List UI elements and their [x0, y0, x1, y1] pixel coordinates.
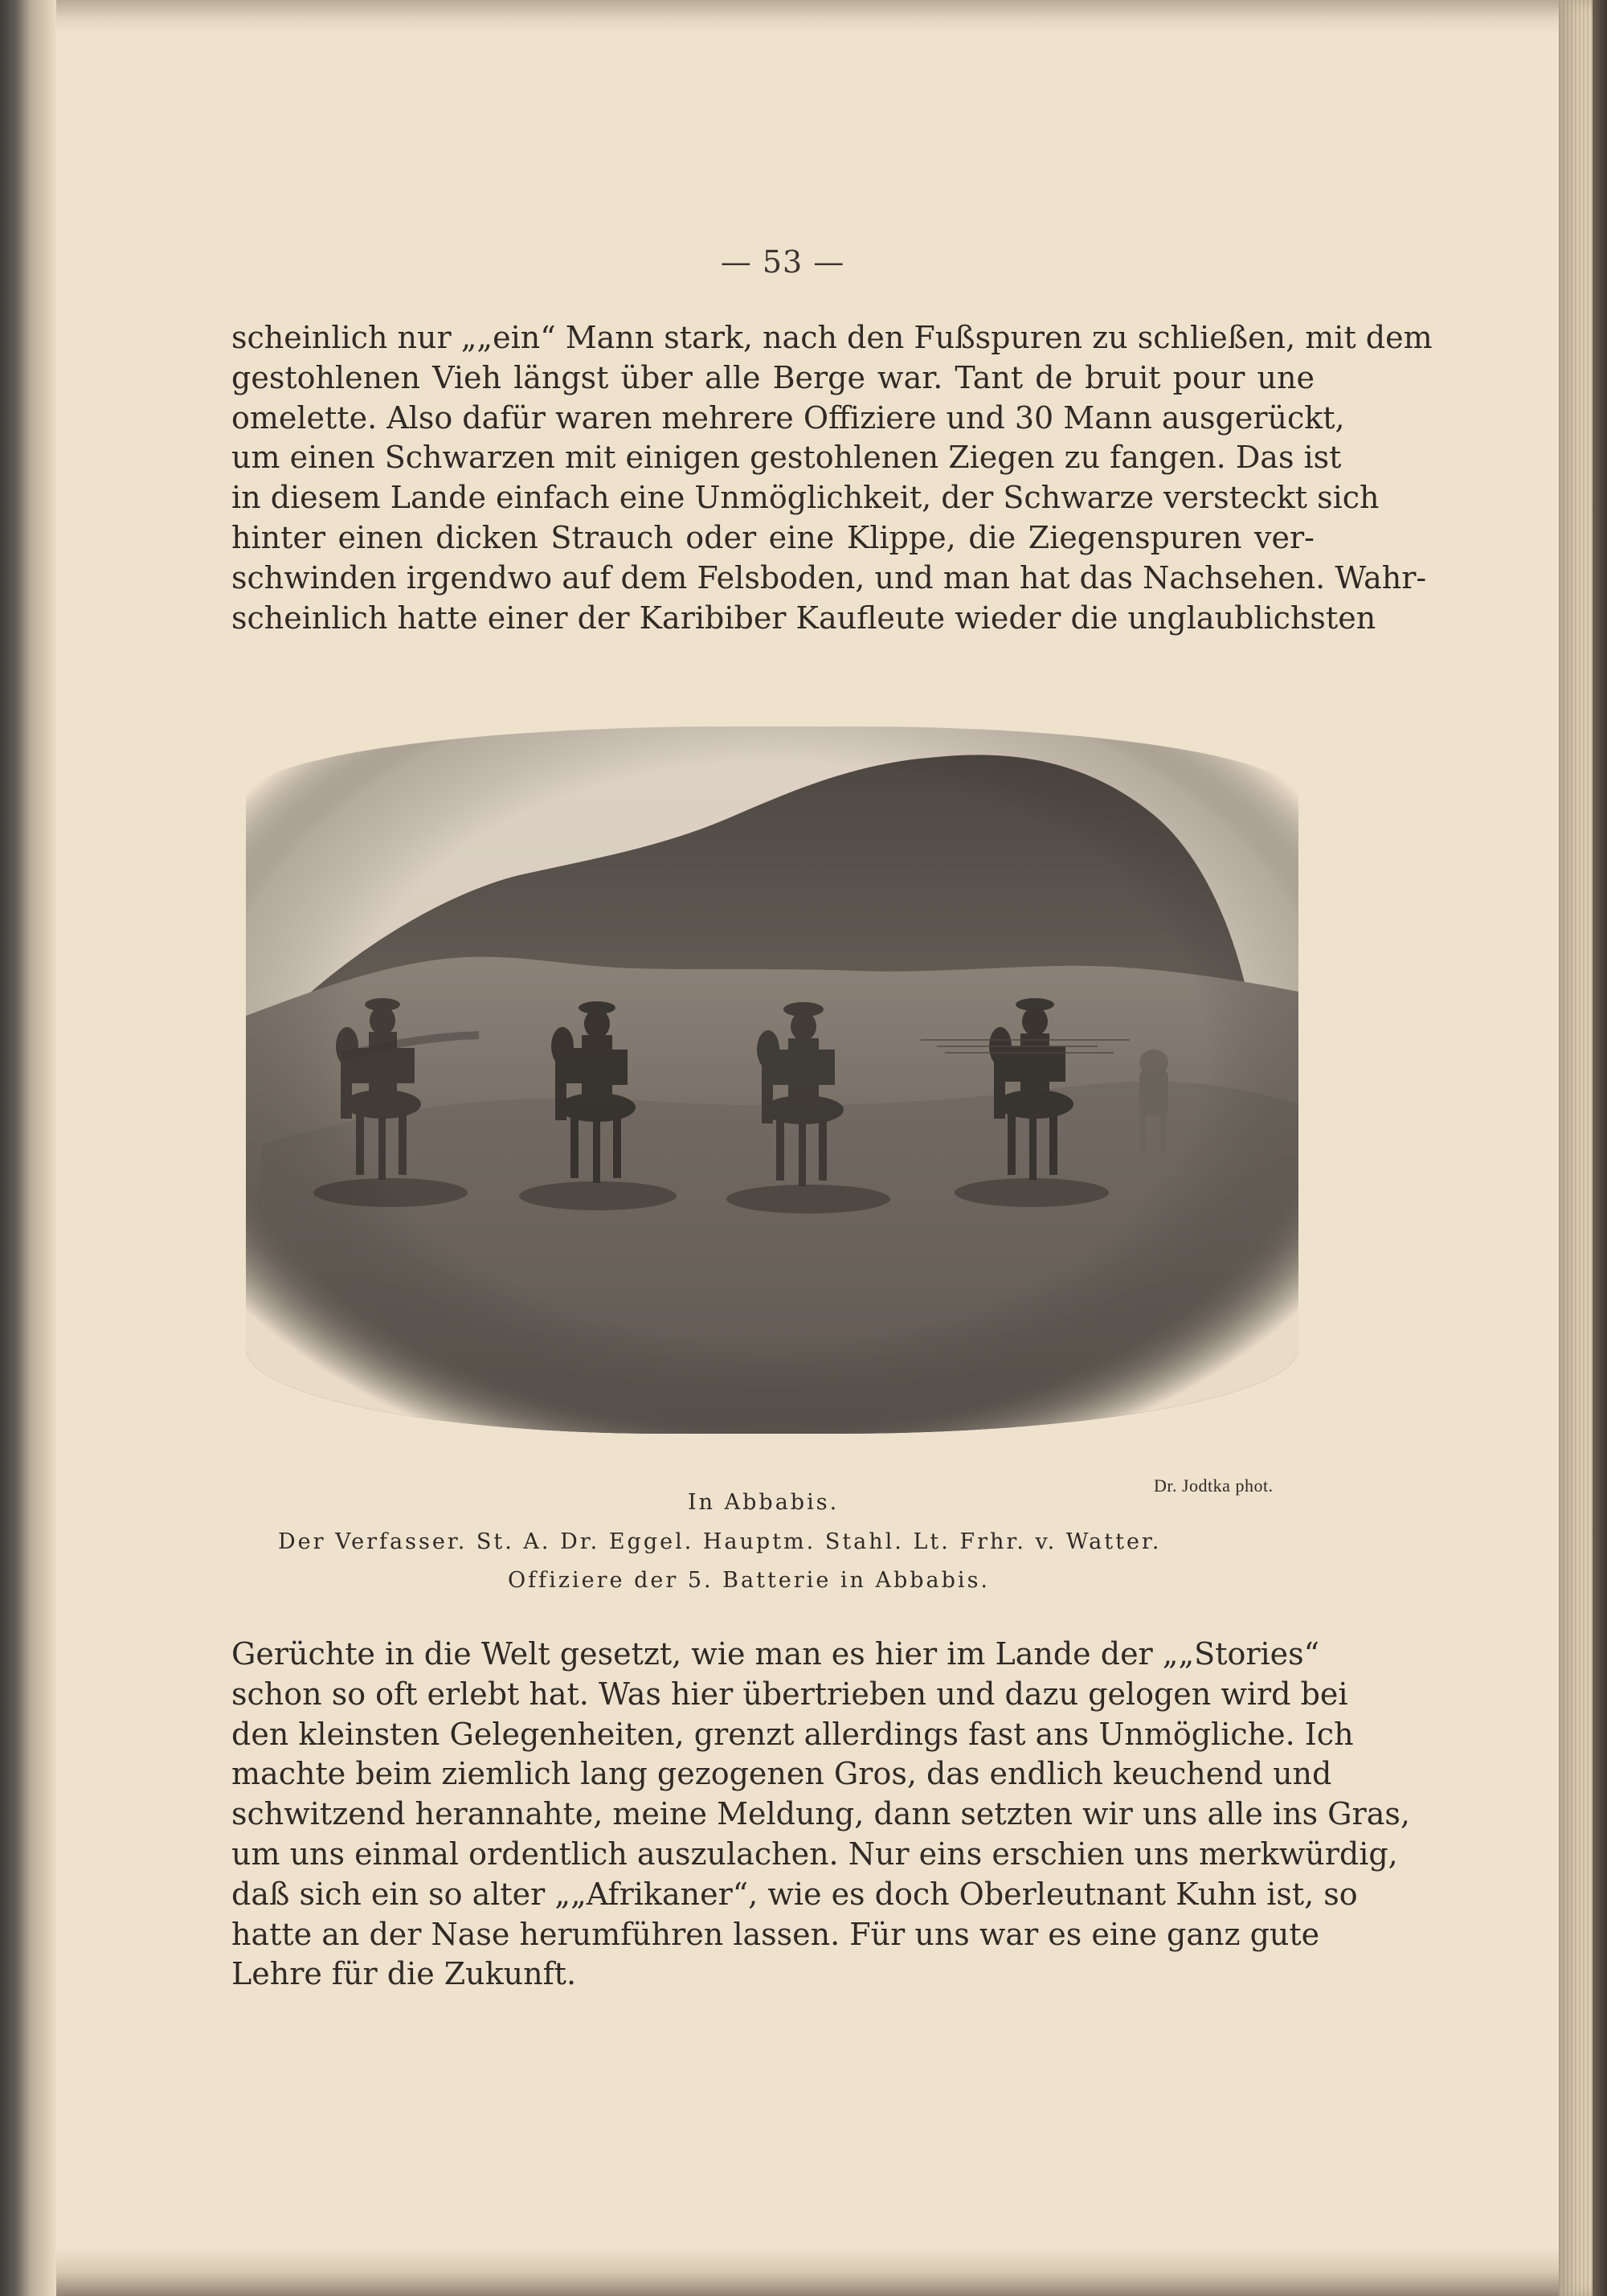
photo-riders-scene	[246, 726, 1298, 1434]
page-top-edge	[56, 0, 1559, 34]
text-line: hatte an der Nase herumführen lassen. Für uns war es eine ganz gute	[231, 1916, 1320, 1952]
text-line: gestohlenen Vieh längst über alle Berge war. Tant de bruit pour une	[231, 359, 1315, 395]
text-line: um einen Schwarzen mit einigen gestohlenen Ziegen zu fangen. Das ist	[231, 440, 1342, 476]
text-line: scheinlich hatte einer der Karibiber Kaufleute wieder die unglaublichsten	[231, 600, 1376, 636]
text-line: daß sich ein so alter „„Afrikaner“, wie es doch Oberleutnant Kuhn ist, so	[231, 1876, 1358, 1912]
book-binding-edge	[1593, 0, 1607, 2296]
photo-credit: Dr. Jodtka phot.	[1154, 1475, 1274, 1496]
text-line: Lehre für die Zukunft.	[231, 1956, 577, 1992]
text-line: omelette. Also dafür waren mehrere Offiziere und 30 Mann ausgerückt,	[231, 399, 1345, 436]
figure-names: Der Verfasser. St. A. Dr. Eggel. Hauptm. Stahl. Lt. Frhr. v. Watter.	[278, 1529, 1162, 1554]
bottom-paragraph	[231, 1635, 1410, 1995]
text-line: hinter einen dicken Strauch oder eine Klippe, die Ziegenspuren ver-	[231, 519, 1315, 555]
text-line: schwinden irgendwo auf dem Felsboden, und man hat das Nachsehen. Wahr-	[231, 559, 1427, 595]
text-line: den kleinsten Gelegenheiten, grenzt allerdings fast ans Unmögliche. Ich	[231, 1716, 1354, 1752]
figure-subcaption: Offiziere der 5. Batterie in Abbabis.	[508, 1568, 991, 1593]
text-line: schon so oft erlebt hat. Was hier übertrieben und dazu gelogen wird bei	[231, 1676, 1348, 1712]
text-line: um uns einmal ordentlich auszulachen. Nur eins erschien uns merkwürdig,	[231, 1836, 1398, 1872]
book-gutter-shadow	[0, 0, 56, 2296]
photograph	[246, 726, 1298, 1434]
text-line: Gerüchte in die Welt gesetzt, wie man es hier im Lande der „„Stories“	[231, 1636, 1320, 1672]
text-line: machte beim ziemlich lang gezogenen Gros, das endlich keuchend und	[231, 1756, 1332, 1792]
page-number: — 53 —	[720, 244, 845, 280]
top-paragraph	[231, 318, 1433, 638]
figure-title: In Abbabis.	[688, 1490, 840, 1515]
page-bottom-edge	[56, 2248, 1559, 2296]
text-line: in diesem Lande einfach eine Unmöglichkeit, der Schwarze versteckt sich	[231, 480, 1380, 516]
text-line: scheinlich nur „„ein“ Mann stark, nach den Fußspuren zu schließen, mit dem	[231, 320, 1433, 355]
text-line: schwitzend herannahte, meine Meldung, dann setzten wir uns alle ins Gras,	[231, 1796, 1410, 1832]
